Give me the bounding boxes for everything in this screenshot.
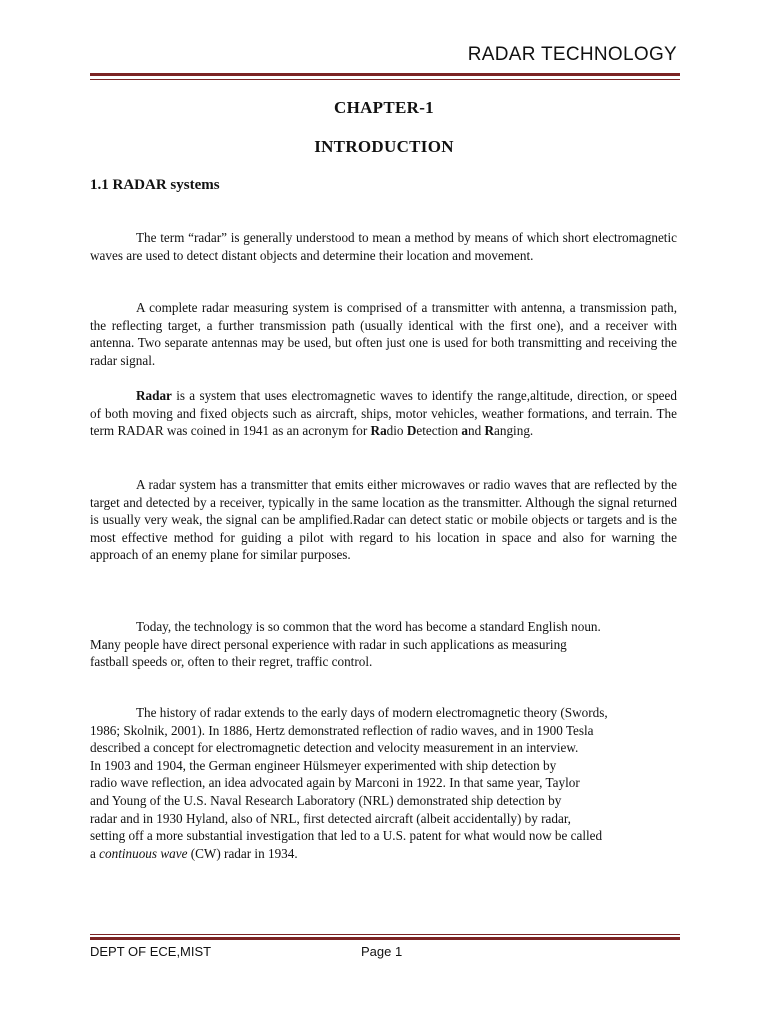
header-title: RADAR TECHNOLOGY (467, 44, 677, 65)
chapter-title: CHAPTER-1 (334, 98, 434, 117)
paragraph-text: is a system that uses electromagnetic waves to identify the range,altitude, direction, or speed of both moving and fixed objects such as aircraft, ships, motor vehicles, weather formations, and terrain. The term RADAR was coined in 1941 as an acronym for (90, 388, 677, 439)
acronym-ra: Ra (370, 423, 387, 439)
acronym-r: R (484, 423, 495, 439)
header-rule-thin (90, 79, 680, 80)
paragraph-radar-history (90, 704, 677, 862)
paragraph-line: In 1903 and 1904, the German engineer Hülsmeyer experimented with ship detection by (90, 757, 557, 773)
continuous-wave-italic: continuous wave (99, 845, 188, 861)
line-suffix: (CW) radar in 1934. (187, 845, 298, 861)
footer-department: DEPT OF ECE,MIST (90, 944, 212, 959)
radar-bold-term: Radar (136, 388, 172, 403)
paragraph-text: A radar system has a transmitter that emits either microwaves or radio waves that are reflected by the target and detected by a receiver, typically in the same location as the transmitter. Although the signal returned is usually very weak, the signal can be amplified.Radar can detect static or mobile objects or targets and is the most effective method for guiding a pilot with regard to his location in space and also for warning the approach of an enemy plane for similar purposes. (90, 477, 677, 563)
section-heading: 1.1 RADAR systems (90, 177, 220, 193)
paragraph-radar-system-components (90, 299, 677, 369)
acronym-d: D (406, 423, 417, 439)
acronym-a-rest: nd (468, 423, 485, 439)
paragraph-line: 1986; Skolnik, 2001). In 1886, Hertz demonstrated reflection of radio waves, and in 1900 Tesla (90, 722, 594, 738)
acronym-a: a (461, 423, 468, 439)
chapter-subtitle: INTRODUCTION (314, 137, 454, 156)
paragraph-line: radar and in 1930 Hyland, also of NRL, first detected aircraft (albeit accidentally) by radar, (90, 810, 571, 826)
paragraph-line: described a concept for electromagnetic detection and velocity measurement in an interview. (90, 740, 579, 756)
footer-page-number: Page 1 (361, 944, 403, 959)
acronym-ra-rest: dio (386, 423, 407, 439)
paragraph-text: A complete radar measuring system is comprised of a transmitter with antenna, a transmission path, the reflecting target, a further transmission path (usually identical with the first one), and a receiver with antenna. Two separate antennas may be used, but often just one is used for both transmitting and receiving the radar signal. (90, 300, 677, 368)
paragraph-radar-acronym (90, 387, 677, 440)
paragraph-radar-common-usage (90, 618, 677, 671)
paragraph-line: Today, the technology is so common that the word has become a standard English noun. (136, 619, 601, 634)
acronym-r-rest: anging. (494, 423, 534, 439)
paragraph-radar-definition (90, 229, 677, 264)
paragraph-line: fastball speeds or, often to their regret, traffic control. (90, 654, 373, 670)
paragraph-line: setting off a more substantial investigation that led to a U.S. patent for what would now be called (90, 828, 603, 844)
footer-rule-thick (90, 937, 680, 940)
paragraph-line: Many people have direct personal experience with radar in such applications as measuring (90, 636, 567, 652)
header-rule-thick (90, 73, 680, 76)
paragraph-line-last (90, 845, 677, 863)
paragraph-text: The term “radar” is generally understood to mean a method by means of which short electromagnetic waves are used to detect distant objects and determine their location and movement. (90, 230, 677, 263)
paragraph-line: and Young of the U.S. Naval Research Laboratory (NRL) demonstrated ship detection by (90, 792, 562, 808)
acronym-d-rest: etection (416, 423, 462, 439)
paragraph-line: radio wave reflection, an idea advocated again by Marconi in 1922. In that same year, Taylor (90, 775, 580, 791)
footer-rule-thin (90, 934, 680, 935)
paragraph-line: The history of radar extends to the early days of modern electromagnetic theory (Swords, (136, 705, 608, 720)
line-prefix: a (90, 845, 100, 861)
paragraph-radar-transmitter (90, 476, 677, 564)
